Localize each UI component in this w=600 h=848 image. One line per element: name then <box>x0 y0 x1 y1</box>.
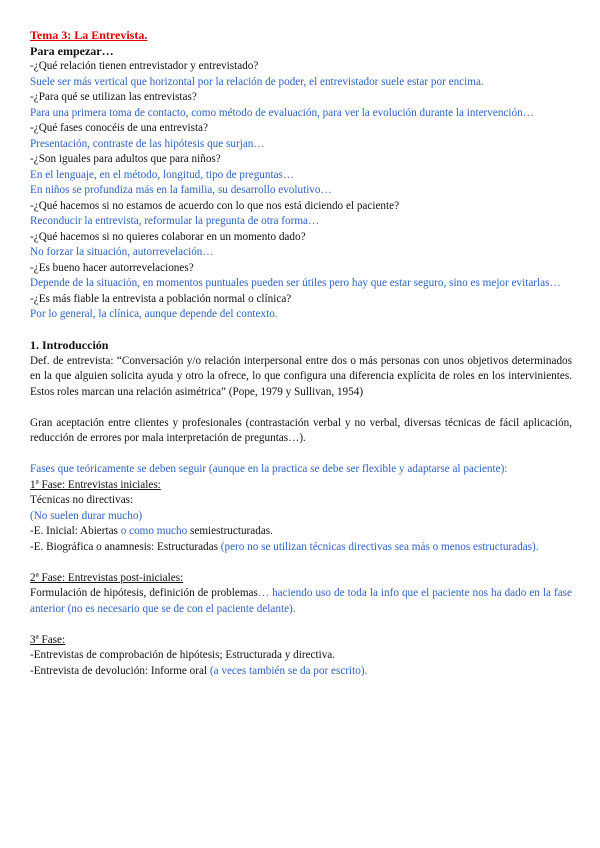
question-2: -¿Para qué se utilizan las entrevistas? <box>30 91 197 103</box>
answer-3: Presentación, contraste de las hipótesis que surjan… <box>30 137 265 150</box>
answer-6: No forzar la situación, autorrevelación… <box>30 246 214 258</box>
section-heading-introduccion: 1. Introducción <box>30 338 109 352</box>
phases-intro: Fases que teóricamente se deben seguir (aunque en la practica se debe ser flexible y adaptarse al paciente): <box>30 463 508 475</box>
answer-4b: En niños se profundiza más en la familia, su desarrollo evolutivo… <box>30 184 332 196</box>
phase-1-note: (No suelen durar mucho) <box>30 509 143 522</box>
phase-3-heading: 3ª Fase: <box>30 633 66 646</box>
question-7: -¿Es bueno hacer autorrevelaciones? <box>30 261 194 274</box>
document-content <box>30 28 572 679</box>
phase-3-line-1: -Entrevistas de comprobación de hipótesis; Estructurada y directiva. <box>30 649 336 661</box>
answer-7: Depende de la situación, en momentos puntuales pueden ser útiles pero hay que estar seguro, sino es mejor evitarlas… <box>30 277 561 289</box>
answer-4a: En el lenguaje, en el método, longitud, tipo de preguntas… <box>30 168 295 181</box>
question-8: -¿Es más fiable la entrevista a población normal o clínica? <box>30 292 292 305</box>
question-6: -¿Qué hacemos si no quieres colaborar en un momento dado? <box>30 230 306 243</box>
answer-5: Reconducir la entrevista, reformular la pregunta de otra forma… <box>30 215 320 227</box>
section-heading-para-empezar: Para empezar… <box>30 43 114 58</box>
question-4: -¿Son iguales para adultos que para niños? <box>30 153 221 165</box>
acceptance-paragraph: Gran aceptación entre clientes y profesionales (contrastación verbal y no verbal, diversas técnicas de fácil aplicación, reducción de errores por mala interpretación de preguntas…). <box>30 416 572 444</box>
phase-1-line-2: -E. Inicial: Abiertas o como mucho semiestructuradas. <box>30 525 273 537</box>
phase-1-heading: 1ª Fase: Entrevistas iniciales: <box>30 478 161 491</box>
phase-3-line-2: -Entrevista de devolución: Informe oral (a veces también se da por escrito). <box>30 664 368 677</box>
question-5: -¿Qué hacemos si no estamos de acuerdo con lo que nos está diciendo el paciente? <box>30 199 400 212</box>
question-3: -¿Qué fases conocéis de una entrevista? <box>30 122 208 134</box>
answer-8: Por lo general, la clínica, aunque depende del contexto. <box>30 308 278 320</box>
document-title: Tema 3: La Entrevista. <box>30 28 148 42</box>
phase-1-line-3: -E. Biográfica o anamnesis: Estructuradas (pero no se utilizan técnicas directivas sea más o menos estructuradas). <box>30 540 539 553</box>
answer-1: Suele ser más vertical que horizontal por la relación de poder, el entrevistador suele estar por encima. <box>30 75 484 88</box>
question-1: -¿Qué relación tienen entrevistador y entrevistado? <box>30 60 259 72</box>
phase-2-heading: 2ª Fase: Entrevistas post-iniciales: <box>30 571 184 584</box>
answer-2: Para una primera toma de contacto, como método de evaluación, para ver la evolución durante la intervención… <box>30 106 534 119</box>
definition-paragraph: Def. de entrevista: “Conversación y/o relación interpersonal entre dos o más personas con unos objetivos determinados en la que alguien solicita ayuda y otro la ofrece, lo que configura una diferencia explícita de roles en los intervinientes. Estos roles marcan una relación asimétrica” (Pope, 1979 y Sullivan, 1954) <box>30 354 572 398</box>
phase-1-line-1: Técnicas no directivas: <box>30 494 134 506</box>
phase-2-line-1: Formulación de hipótesis, definición de problemas… haciendo uso de toda la info que el paciente nos ha dado en la fase anterior (no es necesario que se de con el paciente delante). <box>30 587 573 615</box>
